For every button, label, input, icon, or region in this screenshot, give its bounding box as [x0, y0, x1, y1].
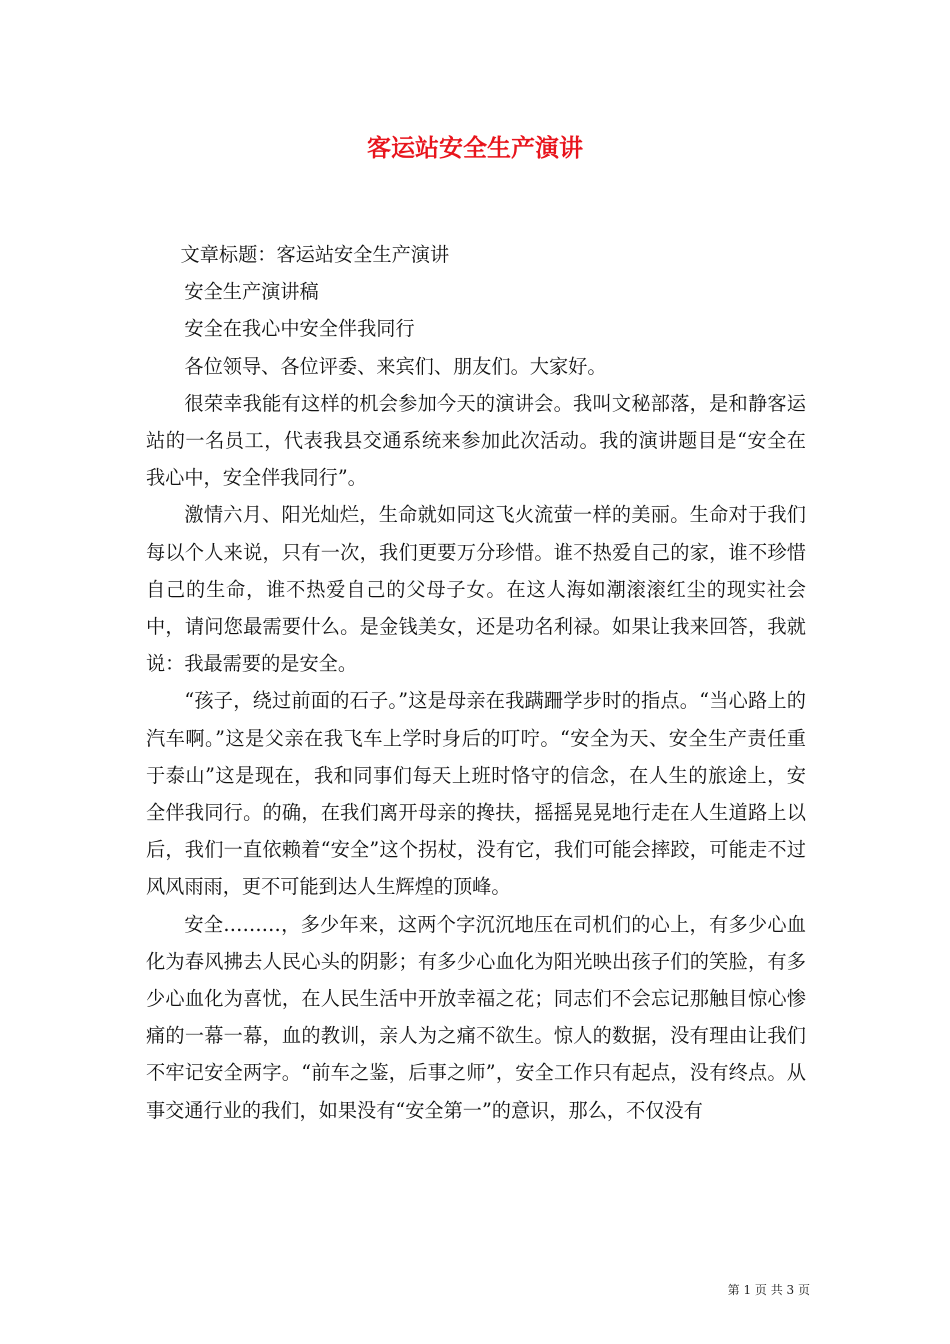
- article-title-line: 文章标题：客运站安全生产演讲: [180, 243, 450, 266]
- body-paragraph: 激情六月、阳光灿烂，生命就如同这飞火流萤一样的美丽。生命对于我们每以个人来说，只有一次，我们更要万分珍惜。谁不热爱自己的家，谁不珍惜自己的生命，谁不热爱自己的父母子女。在这人海如潮滚滚红尘的现实社会中，请问您最需要什么。是金钱美女，还是功名利禄。如果让我来回答，我就说：我最需要的是安全。: [146, 503, 806, 676]
- body-paragraph: “孩子，绕过前面的石子。”这是母亲在我蹒跚学步时的指点。“当心路上的汽车啊。”这是父亲在我飞车上学时身后的叮咛。“安全为天、安全生产责任重于泰山”这是现在，我和同事们每天上班时恪守的信念，在人生的旅途上，安全伴我同行。的确，在我们离开母亲的搀扶，摇摇晃晃地行走在人生道路上以后，我们一直依赖着“安全”这个拐杖，没有它，我们可能会摔跤，可能走不过风风雨雨，更不可能到达人生辉煌的顶峰。: [146, 689, 806, 899]
- body-paragraph: 安全………，多少年来，这两个字沉沉地压在司机们的心上，有多少心血化为春风拂去人民心头的阴影；有多少心血化为阳光映出孩子们的笑脸，有多少心血化为喜忧，在人民生活中开放幸福之花；同志们不会忘记那触目惊心惨痛的一幕一幕，血的教训，亲人为之痛不欲生。惊人的数据，没有理由让我们不牢记安全两字。“前车之鉴，后事之师”，安全工作只有起点，没有终点。从事交通行业的我们，如果没有“安全第一”的意识，那么，不仅没有: [146, 912, 806, 1122]
- page-indicator: 第 1 页 共 3 页: [727, 1283, 810, 1297]
- document-body: [146, 236, 806, 1129]
- speech-theme: 安全在我心中安全伴我同行: [184, 317, 415, 341]
- speech-subtitle: 安全生产演讲稿: [184, 280, 319, 304]
- body-paragraph: 很荣幸我能有这样的机会参加今天的演讲会。我叫文秘部落，是和静客运站的一名员工，代表我县交通系统来参加此次活动。我的演讲题目是“安全在我心中，安全伴我同行”。: [146, 391, 806, 490]
- greeting-paragraph: 各位领导、各位评委、来宾们、朋友们。大家好。: [184, 354, 607, 378]
- document-title: 客运站安全生产演讲: [367, 133, 583, 162]
